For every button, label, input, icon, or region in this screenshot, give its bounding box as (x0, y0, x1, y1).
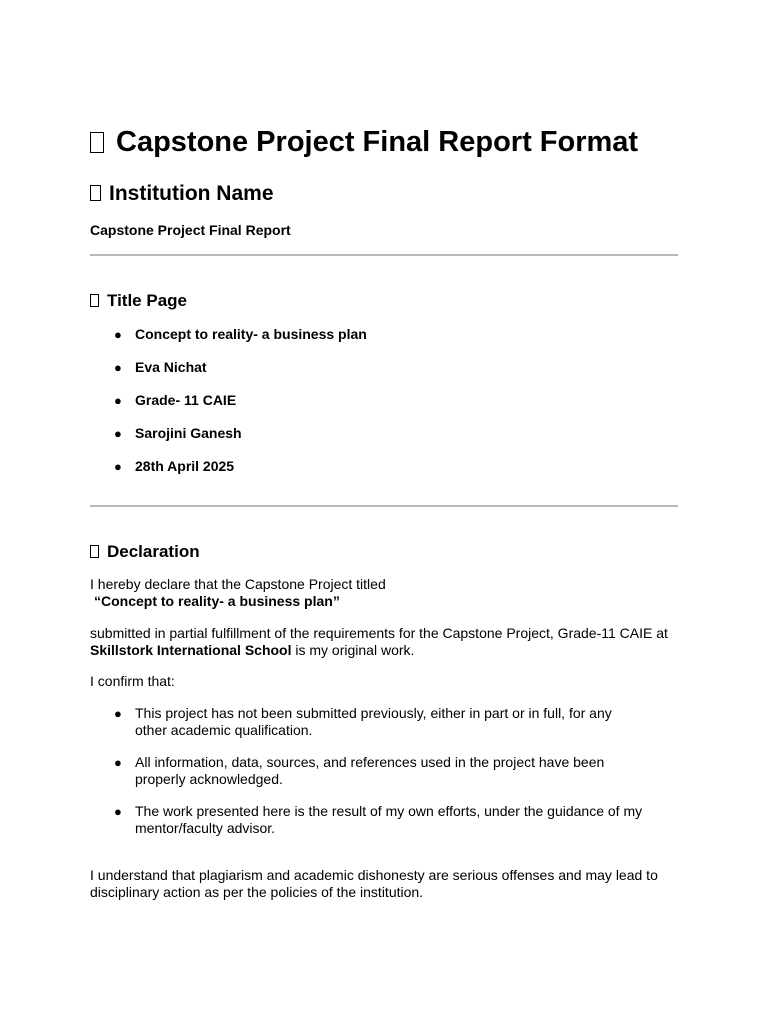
confirm-intro: I confirm that: (90, 673, 175, 689)
missing-glyph-icon (90, 545, 99, 558)
declaration-intro (90, 576, 678, 610)
bullet-icon: ● (114, 360, 122, 375)
declaration-closing: I understand that plagiarism and academic dishonesty are serious offenses and may lead to disciplinary action as per the policies of the institution. (90, 867, 658, 900)
bullet-icon: ● (114, 393, 122, 408)
bullet-icon: ● (114, 426, 122, 441)
missing-glyph-icon (90, 185, 101, 201)
bullet-icon: ● (114, 804, 122, 819)
bullet-icon: ● (114, 706, 122, 721)
list-item-text: The work presented here is the result of my own efforts, under the guidance of my mentor/faculty advisor. (135, 803, 643, 836)
missing-glyph-icon (90, 294, 99, 307)
bullet-icon: ● (114, 755, 122, 770)
declaration-submission (90, 625, 678, 659)
list-item-text: Concept to reality- a business plan (135, 326, 367, 342)
list-item (90, 425, 367, 458)
list-item-text: All information, data, sources, and references used in the project have been properly acknowledged. (135, 754, 605, 787)
institution-heading-text: Institution Name (109, 182, 274, 205)
confirm-list (90, 705, 678, 852)
document-title (90, 124, 638, 160)
title-page-heading-text: Title Page (107, 291, 187, 310)
missing-glyph-icon (90, 132, 104, 153)
declaration-heading (90, 541, 200, 562)
declaration-heading-text: Declaration (107, 542, 200, 561)
list-item (90, 392, 367, 425)
list-item (90, 705, 645, 754)
list-item-text: This project has not been submitted previously, either in part or in full, for any other academic qualification. (135, 705, 612, 738)
bullet-icon: ● (114, 327, 122, 342)
report-subtitle: Capstone Project Final Report (90, 222, 291, 238)
list-item-text: 28th April 2025 (135, 458, 235, 474)
bullet-icon: ● (114, 459, 122, 474)
list-item (90, 458, 367, 491)
declaration-project-title: “Concept to reality- a business plan” (94, 593, 340, 609)
list-item-text: Grade- 11 CAIE (135, 392, 237, 408)
list-item (90, 754, 645, 803)
document-title-text: Capstone Project Final Report Format (116, 126, 639, 158)
list-item-text: Eva Nichat (135, 359, 207, 375)
declaration-intro-line: I hereby declare that the Capstone Project titled (90, 576, 386, 592)
institution-heading (90, 181, 274, 207)
title-page-list (90, 326, 367, 491)
list-item (90, 326, 367, 359)
title-page-heading (90, 290, 187, 311)
section-divider (90, 254, 678, 256)
section-divider (90, 505, 678, 507)
submission-text: submitted in partial fulfillment of the requirements for the Capstone Project, Grade-11 CAIE at (90, 625, 668, 641)
list-item (90, 359, 367, 392)
list-item (90, 803, 645, 852)
school-name: Skillstork International School (90, 642, 292, 658)
original-work-text: is my original work. (291, 642, 415, 658)
list-item-text: Sarojini Ganesh (135, 425, 242, 441)
